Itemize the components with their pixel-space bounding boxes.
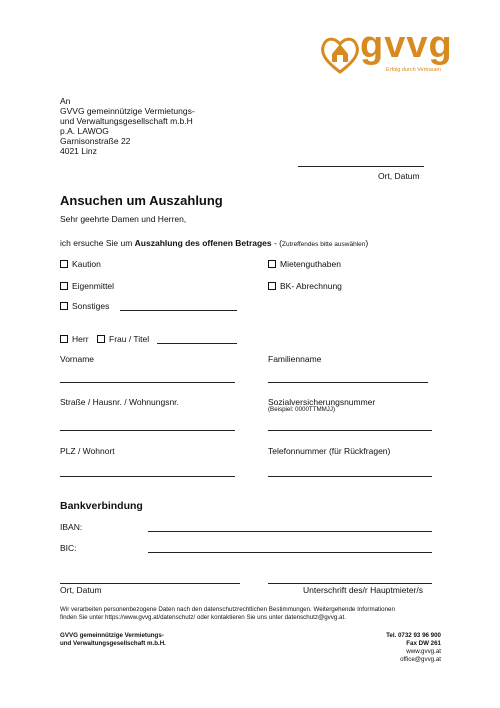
option-sonstiges[interactable] — [60, 301, 109, 311]
checkbox-icon[interactable] — [268, 282, 276, 290]
place-date-line[interactable] — [298, 166, 424, 167]
recipient-address — [60, 96, 195, 156]
address-line: Garnisonstraße 22 — [60, 136, 131, 146]
request-prefix: ich ersuche Sie um — [60, 238, 135, 248]
bic-label: BIC: — [60, 543, 77, 553]
option-eigenmittel[interactable] — [60, 281, 114, 291]
request-hint: Zutreffendes bitte auswählen — [282, 241, 366, 248]
checkbox-icon[interactable] — [268, 260, 276, 268]
option-bk[interactable] — [268, 281, 342, 291]
familienname-label: Familienname — [268, 354, 322, 364]
logo-slogan: Erfolg durch Vertrauen — [386, 67, 442, 73]
option-frau[interactable] — [97, 334, 149, 344]
option-label: BK- Abrechnung — [280, 281, 342, 291]
plz-field[interactable] — [60, 476, 235, 477]
svnr-hint: (Beispiel: 0000TTMMJJ) — [268, 406, 336, 413]
privacy-notice — [60, 606, 395, 622]
svnr-label: Sozialversicherungsnummer — [268, 397, 376, 407]
title-field[interactable] — [157, 343, 237, 344]
place-date-label: Ort, Datum — [378, 171, 420, 181]
bic-field[interactable] — [148, 552, 432, 553]
vorname-label: Vorname — [60, 354, 95, 364]
option-label: Sonstiges — [72, 301, 110, 311]
checkbox-icon[interactable] — [60, 335, 68, 343]
page-title: Ansuchen um Auszahlung — [60, 193, 223, 208]
checkbox-icon[interactable] — [60, 260, 68, 268]
privacy-line: Wir verarbeiten personenbezogene Daten nach den datenschutzrechtlichen Bestimmungen. Weitergehende Informationen — [60, 606, 395, 613]
checkbox-icon[interactable] — [97, 335, 105, 343]
plz-label: PLZ / Wohnort — [60, 446, 115, 456]
address-line: p.A. LAWOG — [60, 126, 109, 136]
signature-label: Unterschrift des/r Hauptmieter/s — [303, 585, 423, 595]
footer-fax: Fax DW 261 — [406, 640, 441, 647]
option-herr[interactable] — [60, 334, 89, 344]
footer-company-line: GVVG gemeinnützige Vermietungs- — [60, 632, 164, 639]
privacy-line: finden Sie unter https://www.gvvg.at/datenschutz/ oder kontaktieren Sie uns unter datenschutz@gvvg.at. — [60, 614, 346, 621]
telefon-field[interactable] — [268, 476, 432, 477]
sign-date-field[interactable] — [60, 583, 240, 584]
request-close: ) — [365, 238, 369, 248]
request-bold: Auszahlung des offenen Betrages — [134, 238, 272, 248]
footer-web[interactable]: www.gvvg.at — [406, 648, 441, 655]
option-label: Frau / Titel — [109, 334, 150, 344]
footer-mail[interactable]: office@gvvg.at — [400, 656, 441, 663]
option-label: Kaution — [72, 259, 101, 269]
address-line: An — [60, 96, 71, 106]
signature-field[interactable] — [268, 583, 432, 584]
address-line: und Verwaltungsgesellschaft m.b.H — [60, 116, 193, 126]
option-label: Herr — [72, 334, 89, 344]
svnr-field[interactable] — [268, 430, 432, 431]
request-suffix: - ( — [271, 238, 283, 248]
sonstiges-field[interactable] — [120, 310, 237, 311]
option-kaution[interactable] — [60, 259, 101, 269]
option-label: Mietenguthaben — [280, 259, 341, 269]
address-line: GVVG gemeinnützige Vermietungs- — [60, 106, 195, 116]
logo — [318, 24, 463, 80]
strasse-label: Straße / Hausnr. / Wohnungsnr. — [60, 397, 179, 407]
salutation-text: Sehr geehrte Damen und Herren, — [60, 214, 187, 224]
telefon-label: Telefonnummer (für Rückfragen) — [268, 446, 391, 456]
footer-company — [60, 632, 166, 648]
footer-company-line: und Verwaltungsgesellschaft m.b.H. — [60, 640, 166, 647]
footer-tel: Tel. 0732 93 96 900 — [386, 632, 441, 639]
option-mietenguthaben[interactable] — [268, 259, 341, 269]
iban-label: IBAN: — [60, 522, 83, 532]
iban-field[interactable] — [148, 531, 432, 532]
request-text — [60, 238, 368, 250]
vorname-field[interactable] — [60, 382, 235, 383]
option-label: Eigenmittel — [72, 281, 115, 291]
bank-heading: Bankverbindung — [60, 500, 143, 512]
logo-heart-icon — [318, 32, 362, 76]
strasse-field[interactable] — [60, 430, 235, 431]
sign-date-label: Ort, Datum — [60, 585, 102, 595]
footer-contact — [300, 632, 441, 664]
checkbox-icon[interactable] — [60, 282, 68, 290]
logo-brand: gvvg — [360, 24, 453, 66]
familienname-field[interactable] — [268, 382, 428, 383]
checkbox-icon[interactable] — [60, 302, 68, 310]
address-line: 4021 Linz — [60, 146, 97, 156]
